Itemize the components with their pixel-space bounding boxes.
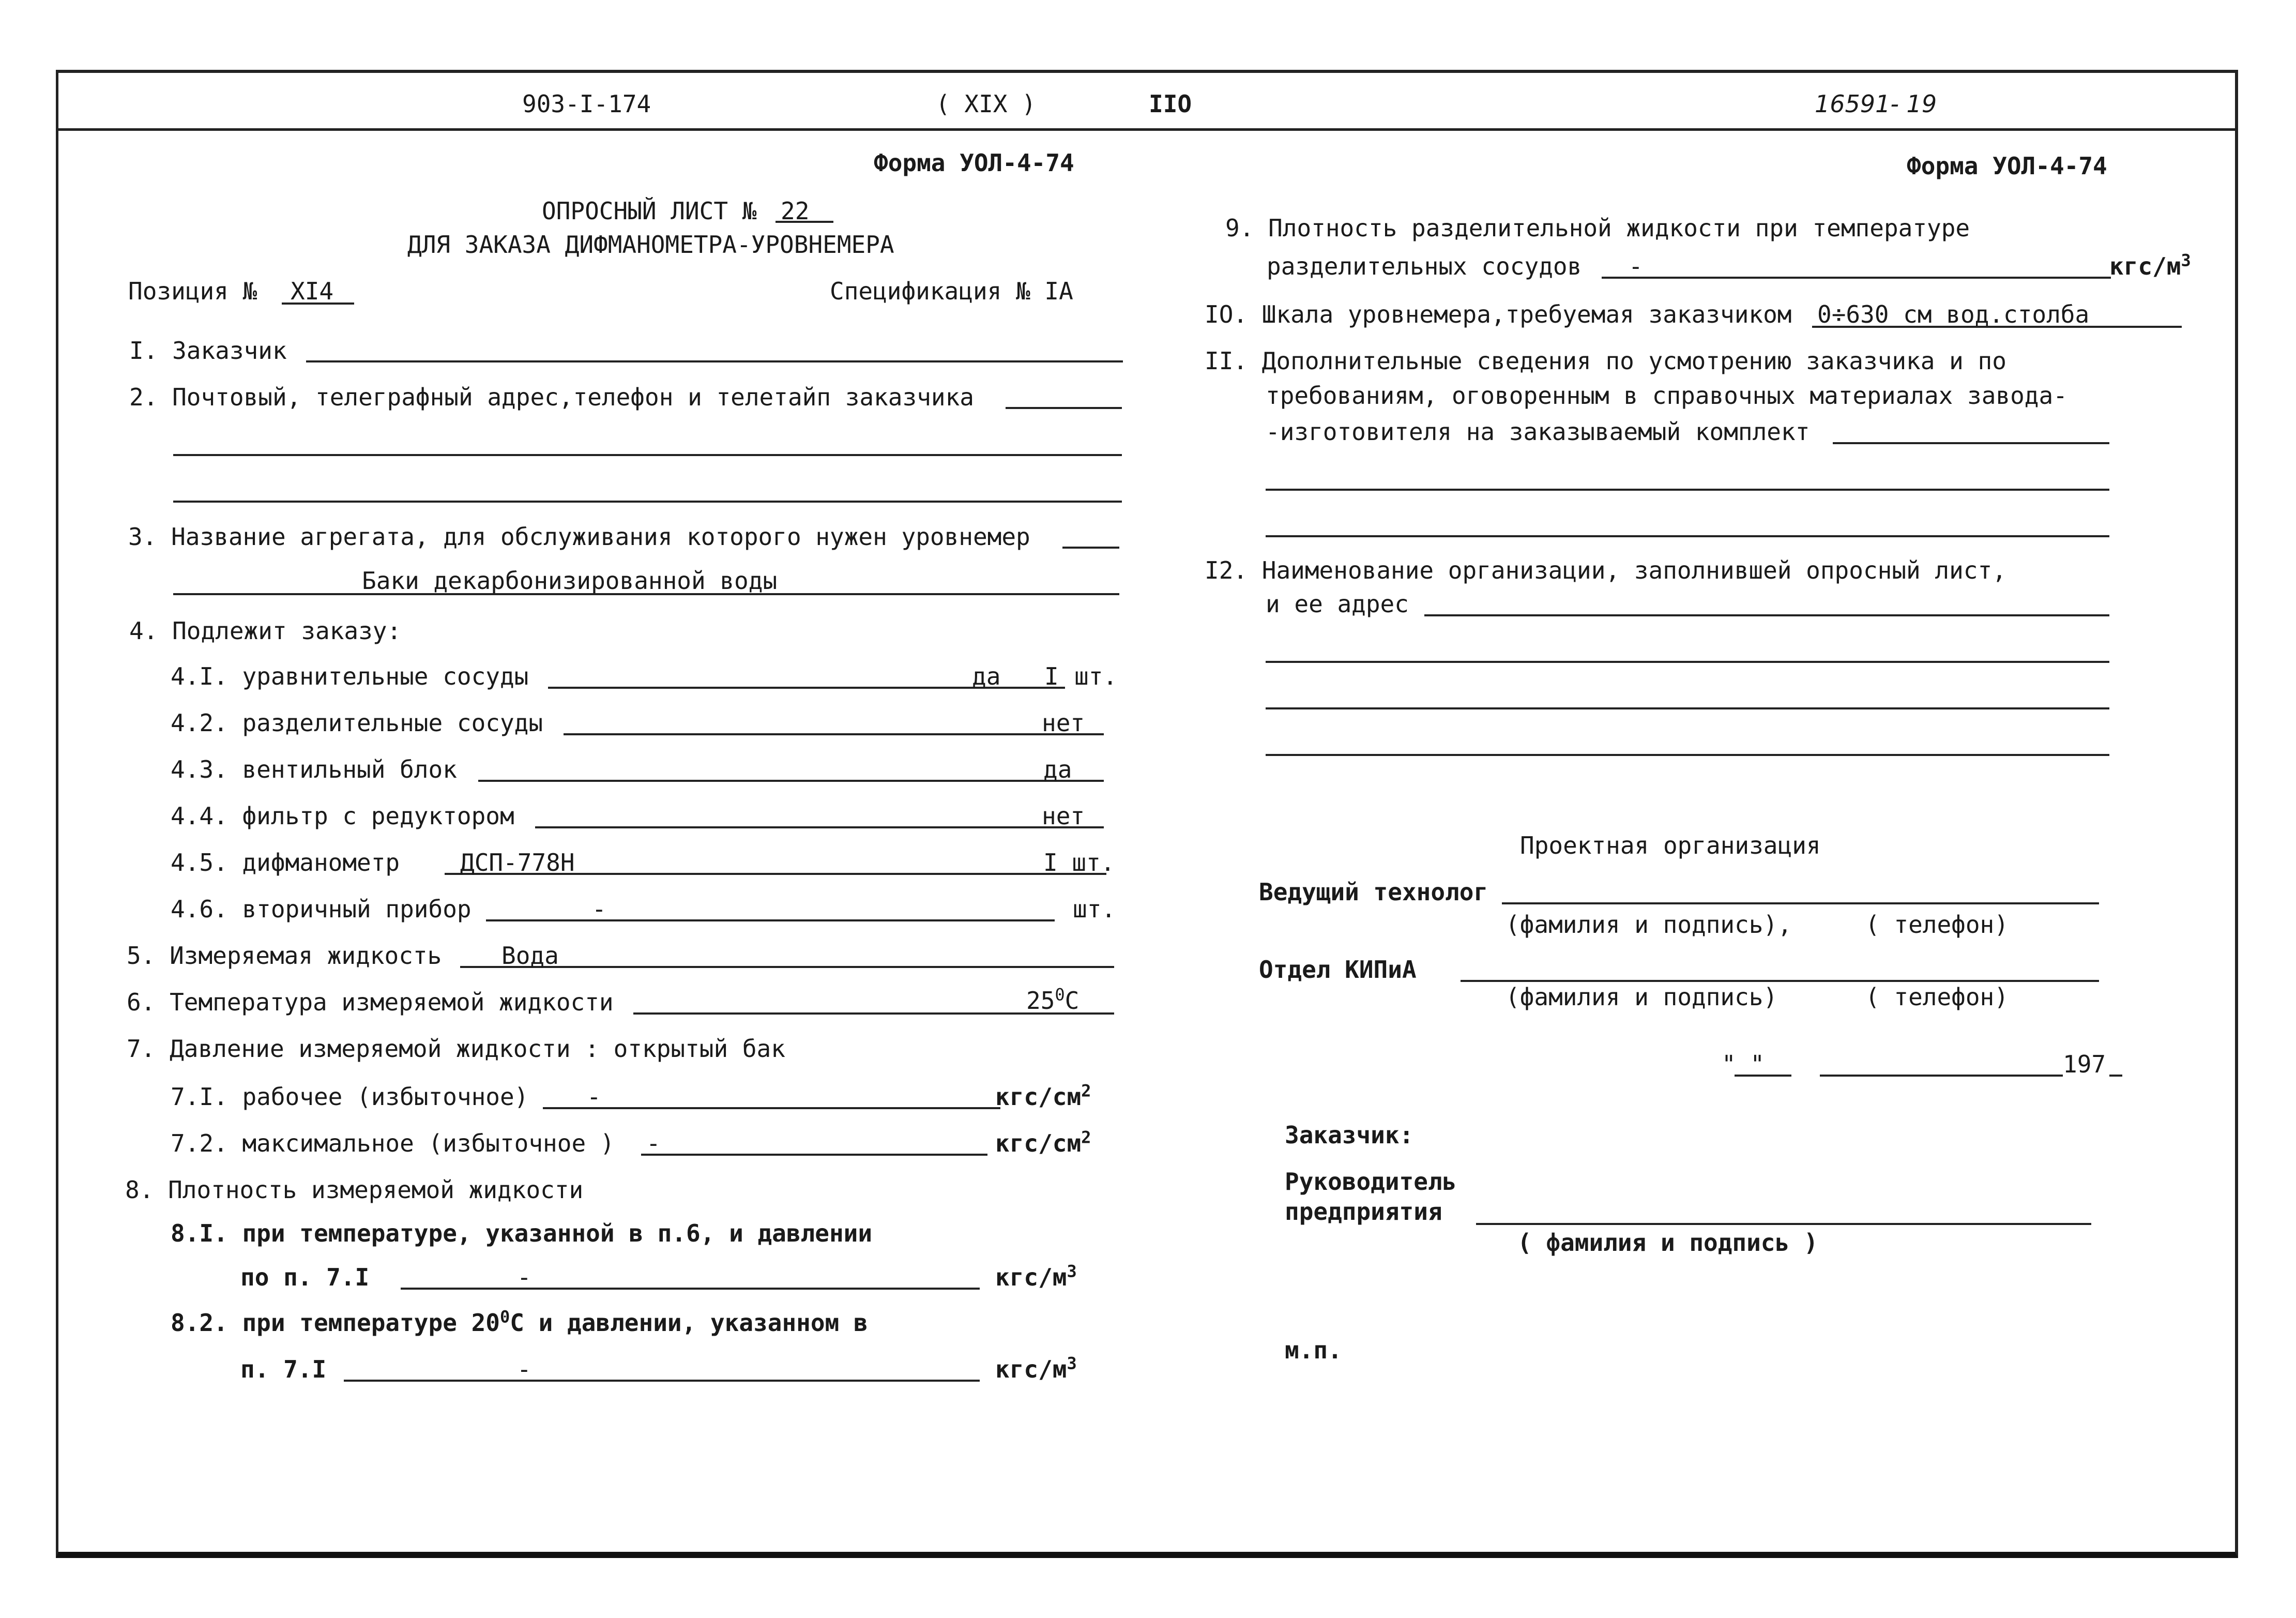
item-8-2-label-b: п. 7.I (240, 1355, 327, 1383)
item-8-2-unit-sup: 3 (1067, 1353, 1077, 1373)
item-11-label-b: требованиям, оговоренным в справочных материалах завода- (1266, 382, 2067, 410)
item-7-2-unit (995, 1127, 1091, 1157)
kipia-name-caption: (фамилия и подпись) (1506, 983, 1778, 1011)
item-6-value (1026, 985, 1079, 1015)
item-3-unit-name: 3. Название агрегата, для обслуживания которого нужен уровнемер (128, 523, 1030, 551)
item-8-1-label-a: 8.I. при температуре, указанной в п.6, и давлении (171, 1219, 873, 1247)
form-title-line1: ОПРОСНЫЙ ЛИСТ № (542, 197, 757, 225)
design-org-title: Проектная организация (1520, 831, 1821, 859)
item-9-value: - (1629, 252, 1643, 280)
item-2-line-b (173, 454, 1122, 456)
item-7-2-value: - (646, 1129, 661, 1157)
item-4-2-value: нет (1042, 709, 1085, 737)
item-4-to-order: 4. Подлежит заказу: (129, 617, 402, 645)
item-11-label-a: II. Дополнительные сведения по усмотрению заказчика и по (1205, 347, 2006, 375)
item-9-line (1602, 277, 2111, 279)
item-4-2-label: 4.2. разделительные сосуды (171, 709, 543, 737)
kipia-phone-caption: ( телефон) (1865, 983, 2009, 1011)
item-10-scale-label: IO. Шкала уровнемера,требуемая заказчиком (1205, 300, 1792, 328)
item-12-label-a: I2. Наименование организации, заполнившей опросный лист, (1205, 556, 2006, 584)
date-year: 197 (2063, 1050, 2106, 1078)
item-8-2-label-a (171, 1307, 868, 1337)
project-code: 903-I-174 (522, 90, 651, 118)
customer-label: Заказчик: (1285, 1121, 1414, 1149)
item-9-unit (2109, 250, 2191, 280)
item-5-liquid-label: 5. Измеряемая жидкость (127, 942, 442, 970)
item-4-1-label: 4.I. уравнительные сосуды (171, 662, 529, 690)
manager-signature-line (1476, 1223, 2091, 1225)
date-quotes: " " (1722, 1050, 1765, 1078)
form-number: 22 (781, 197, 810, 225)
item-4-1-qty: I (1044, 662, 1059, 690)
form-number-underline (776, 221, 833, 223)
item-7-1-unit-text: кгс/см (995, 1083, 1082, 1111)
item-4-6-label: 4.6. вторичный прибор (171, 895, 472, 923)
kipia-dept-line (1461, 980, 2099, 982)
position-label: Позиция № (128, 277, 257, 305)
form-label-left: Форма УОЛ-4-74 (874, 149, 1074, 177)
item-11-line-b (1266, 489, 2109, 491)
item-4-4-label: 4.4. фильтр с редуктором (171, 802, 514, 830)
item-12-line-b (1266, 661, 2109, 663)
date-month-line (1820, 1075, 2063, 1077)
lead-technologist-line (1502, 902, 2099, 904)
item-6-temperature-label: 6. Температура измеряемой жидкости (127, 988, 614, 1016)
item-6-unit: С (1065, 987, 1079, 1015)
item-7-pressure-label: 7. Давление измеряемой жидкости : открытый бак (127, 1035, 785, 1063)
item-6-degree: 0 (1055, 985, 1065, 1005)
manager-signature-caption: ( фамилия и подпись ) (1517, 1229, 1818, 1257)
item-4-1-value: да (972, 662, 1001, 690)
item-4-4-value: нет (1042, 802, 1085, 830)
seal-place: м.п. (1285, 1336, 1342, 1364)
lead-technologist-label: Ведущий технолог (1259, 878, 1488, 906)
album-number: ( XIX ) (936, 90, 1036, 118)
item-4-2-line (564, 733, 1104, 735)
item-11-line-c (1266, 535, 2109, 537)
item-9-label-b: разделительных сосудов (1267, 252, 1582, 280)
item-7-1-label: 7.I. рабочее (избыточное) (171, 1083, 529, 1111)
item-11-label-c: -изготовителя на заказываемый комплект (1266, 418, 1810, 446)
item-8-2-text-pre: 8.2. при температуре 20 (171, 1309, 500, 1337)
manager-label-line1: Руководитель (1285, 1168, 1457, 1196)
item-1-customer: I. Заказчик (129, 337, 287, 365)
page-number: IIO (1149, 90, 1192, 118)
item-2-line-c (173, 501, 1122, 503)
archive-number: 16591- 19 (1815, 90, 1937, 118)
item-10-value: 0÷630 см вод.столба (1817, 300, 2090, 328)
item-8-2-unit (995, 1353, 1077, 1383)
item-8-density-label: 8. Плотность измеряемой жидкости (125, 1176, 584, 1204)
item-8-1-label-b: по п. 7.I (240, 1263, 370, 1291)
date-day-line (1735, 1075, 1791, 1077)
item-4-5-value: ДСП-778Н (460, 849, 575, 876)
item-7-2-unit-sup: 2 (1081, 1127, 1091, 1147)
lead-technologist-name-caption: (фамилия и подпись), (1506, 911, 1792, 939)
item-4-5-label: 4.5. дифманометр (171, 849, 400, 876)
item-9-unit-text: кгс/м (2109, 252, 2181, 280)
form-title-line2: ДЛЯ ЗАКАЗА ДИФМАНОМЕТРА-УРОВНЕМЕРА (407, 231, 894, 259)
item-9-unit-sup: 3 (2181, 250, 2191, 270)
item-12-label-b: и ее адрес (1266, 590, 1409, 618)
position-underline (282, 303, 354, 305)
item-8-1-line (401, 1288, 980, 1290)
item-12-line-d (1266, 754, 2109, 756)
item-8-1-value: - (517, 1263, 531, 1291)
item-3-line-b (173, 593, 1119, 595)
form-label-right: Форма УОЛ-4-74 (1907, 152, 2107, 180)
kipia-dept-label: Отдел КИПиА (1259, 956, 1417, 984)
specification-label: Спецификация № IA (830, 277, 1073, 305)
item-4-6-line (486, 919, 1055, 921)
item-4-5-qty: I шт. (1043, 849, 1115, 876)
item-8-1-unit-sup: 3 (1067, 1261, 1077, 1281)
item-7-1-value: - (587, 1083, 601, 1111)
item-2-address: 2. Почтовый, телеграфный адрес,телефон и телетайп заказчика (129, 383, 974, 411)
item-7-1-unit-sup: 2 (1081, 1081, 1091, 1101)
header-divider (56, 128, 2235, 131)
item-11-line-a (1833, 442, 2109, 444)
position-value: XI4 (291, 277, 334, 305)
item-7-1-line (543, 1107, 1000, 1109)
item-2-line-a (1006, 407, 1122, 409)
lead-technologist-phone-caption: ( телефон) (1865, 911, 2009, 939)
item-8-2-value: - (517, 1355, 531, 1383)
item-12-line-a (1424, 614, 2109, 616)
date-year-line (2109, 1075, 2122, 1077)
item-3-value: Баки декарбонизированной воды (362, 567, 778, 595)
item-8-1-unit-text: кгс/м (995, 1263, 1067, 1291)
item-5-value: Вода (501, 942, 559, 970)
item-3-line-a (1062, 547, 1119, 549)
item-12-line-c (1266, 707, 2109, 709)
manager-label-line2: предприятия (1285, 1198, 1442, 1226)
item-8-1-unit (995, 1261, 1077, 1291)
item-9-label-a: 9. Плотность разделительной жидкости при температуре (1225, 214, 1970, 242)
item-8-2-unit-text: кгс/м (995, 1355, 1067, 1383)
item-4-1-unit: шт. (1074, 662, 1118, 690)
item-4-6-unit: шт. (1073, 895, 1116, 923)
item-4-3-line (478, 780, 1104, 782)
item-8-2-line (344, 1380, 980, 1382)
item-1-line (306, 360, 1123, 362)
item-7-1-unit (995, 1081, 1091, 1111)
item-4-3-value: да (1043, 755, 1072, 783)
item-6-number: 25 (1026, 987, 1055, 1015)
item-8-2-degree: 0 (499, 1307, 510, 1327)
item-4-3-label: 4.3. вентильный блок (171, 755, 457, 783)
item-7-2-line (641, 1154, 987, 1156)
item-4-4-line (535, 826, 1104, 828)
item-7-2-label: 7.2. максимальное (избыточное ) (171, 1129, 615, 1157)
item-8-2-text-post: С и давлении, указанном в (510, 1309, 868, 1337)
item-7-2-unit-text: кгс/см (995, 1129, 1082, 1157)
item-4-6-value: - (592, 895, 606, 923)
